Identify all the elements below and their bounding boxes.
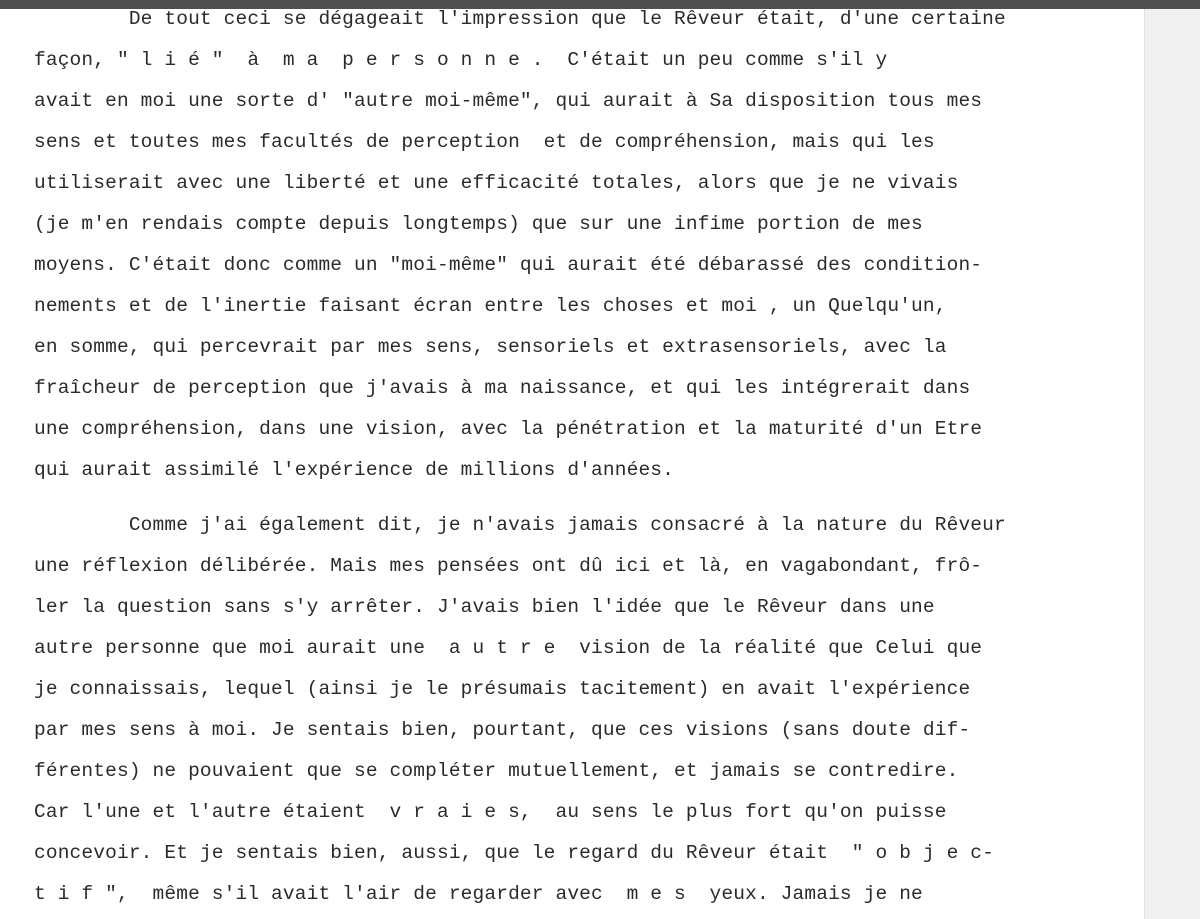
- text-line: façon, " l i é " à m a p e r s o n n e . C'était un peu comme s'il y: [34, 49, 888, 71]
- text-line: sens et toutes mes facultés de perception et de compréhension, mais qui les: [34, 131, 935, 153]
- text-line: en somme, qui percevrait par mes sens, sensoriels et extrasensoriels, avec la: [34, 336, 947, 358]
- text-line: une réflexion délibérée. Mais mes pensées ont dû ici et là, en vagabondant, frô-: [34, 555, 983, 577]
- text-line: Car l'une et l'autre étaient v r a i e s, au sens le plus fort qu'on puisse: [34, 801, 947, 823]
- text-line: concevoir. Et je sentais bien, aussi, que le regard du Rêveur était " o b j e c-: [34, 842, 995, 864]
- text-line: (je m'en rendais compte depuis longtemps) que sur une infime portion de mes: [34, 213, 923, 235]
- text-line: moyens. C'était donc comme un "moi-même" qui aurait été débarassé des condition-: [34, 254, 983, 276]
- text-line: férentes) ne pouvaient que se compléter mutuellement, et jamais se contredire.: [34, 760, 959, 782]
- text-line: Comme j'ai également dit, je n'avais jamais consacré à la nature du Rêveur: [34, 514, 1006, 536]
- viewer-right-margin: [1144, 9, 1200, 919]
- text-line: t i f ", même s'il avait l'air de regarder avec m e s yeux. Jamais je ne: [34, 883, 923, 905]
- text-line: par mes sens à moi. Je sentais bien, pourtant, que ces visions (sans doute dif-: [34, 719, 971, 741]
- text-line: nements et de l'inertie faisant écran entre les choses et moi , un Quelqu'un,: [34, 295, 947, 317]
- text-line: autre personne que moi aurait une a u t r e vision de la réalité que Celui que: [34, 637, 983, 659]
- text-line: fraîcheur de perception que j'avais à ma naissance, et qui les intégrerait dans: [34, 377, 971, 399]
- document-page: [0, 9, 1144, 919]
- text-line: je connaissais, lequel (ainsi je le présumais tacitement) en avait l'expérience: [34, 678, 971, 700]
- text-line: une compréhension, dans une vision, avec la pénétration et la maturité d'un Etre: [34, 418, 983, 440]
- text-line: ler la question sans s'y arrêter. J'avais bien l'idée que le Rêveur dans une: [34, 596, 935, 618]
- text-line: qui aurait assimilé l'expérience de millions d'années.: [34, 459, 675, 481]
- text-line: De tout ceci se dégageait l'impression que le Rêveur était, d'une certaine: [34, 8, 1006, 30]
- text-line: avait en moi une sorte d' "autre moi-même", qui aurait à Sa disposition tous mes: [34, 90, 983, 112]
- text-line: utiliserait avec une liberté et une efficacité totales, alors que je ne vivais: [34, 172, 959, 194]
